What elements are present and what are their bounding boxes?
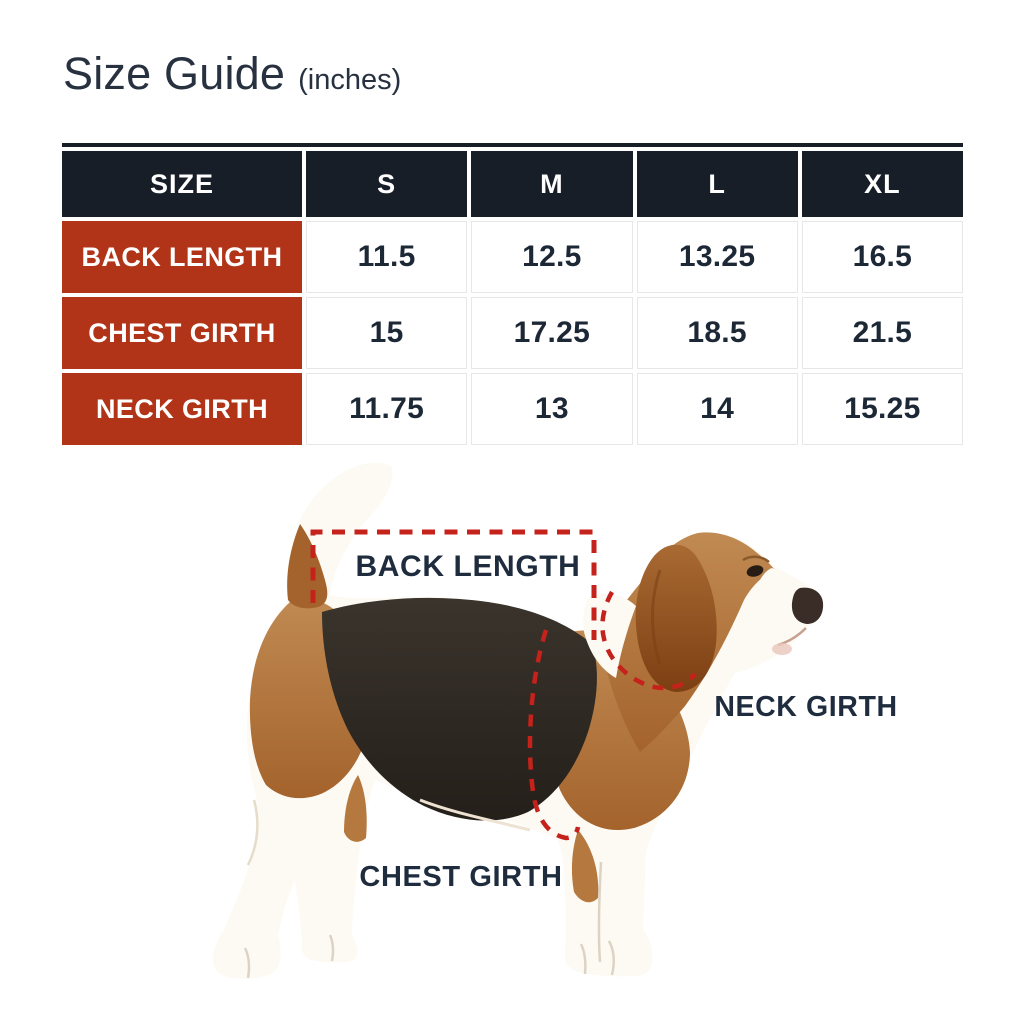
back-length-label: BACK LENGTH <box>355 550 581 583</box>
row-label-back-length: BACK LENGTH <box>62 221 302 293</box>
header-cell-xl: XL <box>802 151 963 217</box>
value-back-length-s: 11.5 <box>306 221 467 293</box>
header-cell-m: M <box>471 151 632 217</box>
table-top-rule <box>62 143 963 147</box>
header-cell-size: SIZE <box>62 151 302 217</box>
neck-girth-label: NECK GIRTH <box>714 691 898 723</box>
value-back-length-l: 13.25 <box>637 221 798 293</box>
value-back-length-m: 12.5 <box>471 221 632 293</box>
table-row-chest-girth <box>62 297 963 369</box>
table-row-neck-girth <box>62 373 963 445</box>
value-chest-girth-s: 15 <box>306 297 467 369</box>
value-chest-girth-l: 18.5 <box>637 297 798 369</box>
table-header-row <box>62 151 963 217</box>
page-title-units: (inches) <box>298 64 402 96</box>
chest-girth-label: CHEST GIRTH <box>359 861 563 893</box>
dog-nose <box>792 588 823 624</box>
size-table <box>62 143 963 445</box>
page-title: Size Guide <box>63 48 286 99</box>
dog-measurement-diagram <box>185 450 900 1022</box>
page-title-block <box>63 48 401 100</box>
dog-chin <box>772 643 792 655</box>
value-chest-girth-m: 17.25 <box>471 297 632 369</box>
value-neck-girth-m: 13 <box>471 373 632 445</box>
header-cell-l: L <box>637 151 798 217</box>
value-back-length-xl: 16.5 <box>802 221 963 293</box>
header-cell-s: S <box>306 151 467 217</box>
value-chest-girth-xl: 21.5 <box>802 297 963 369</box>
value-neck-girth-s: 11.75 <box>306 373 467 445</box>
row-label-neck-girth: NECK GIRTH <box>62 373 302 445</box>
row-label-chest-girth: CHEST GIRTH <box>62 297 302 369</box>
table-row-back-length <box>62 221 963 293</box>
value-neck-girth-xl: 15.25 <box>802 373 963 445</box>
value-neck-girth-l: 14 <box>637 373 798 445</box>
